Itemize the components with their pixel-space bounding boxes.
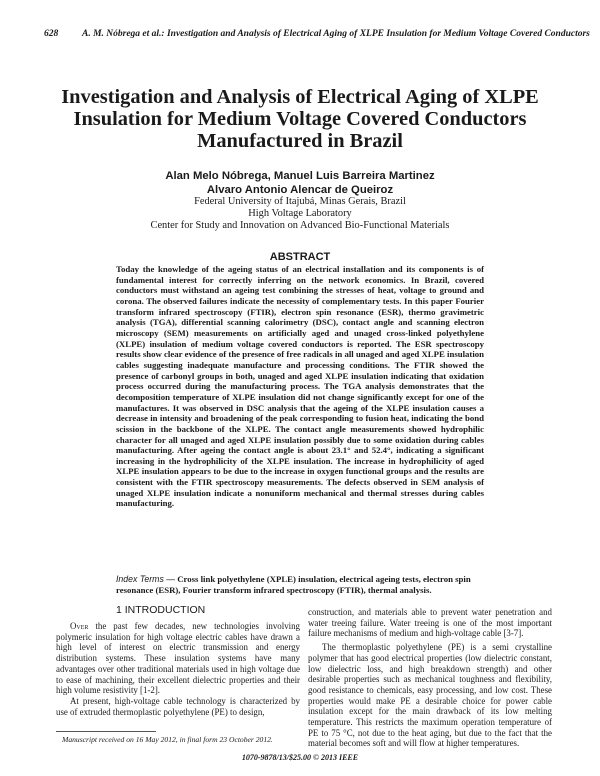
paper-title: Investigation and Analysis of Electrical Aging of XLPE Insulation for Medium Voltage Covered Conductors Manufactured in Brazil xyxy=(61,86,539,152)
index-terms xyxy=(116,574,484,595)
authors xyxy=(40,169,560,197)
running-header xyxy=(44,29,590,39)
page-footer: 1070-9878/13/$25.00 © 2013 IEEE xyxy=(241,753,359,762)
footnote-divider xyxy=(56,731,156,732)
section-heading: 1 INTRODUCTION xyxy=(116,604,206,616)
intro-paragraph-2: At present, high-voltage cable technology is characterized by use of extruded thermoplastic polyethylene (PE) to design, xyxy=(56,695,300,717)
column-right xyxy=(308,607,552,749)
abstract-text: Today the knowledge of the ageing status of an electrical installation and its components is of fundamental interest for correctly inferring on the network economics. In Brazil, covered conductors must withstand an ageing test combining the stresses of heat, voltage to ground and corona. The observed failures indicate the necessity of complementary tests. In this paper Fourier transform infrared spectroscopy (FTIR), electron spin resonance (ESR), thermo gravimetric analysis (TGA), differential scanning calorimetry (DSC), contact angle and scanning electron microscopy (SEM) measurements on artificially aged and unaged cross-linked polyethylene (XLPE) insulation of medium voltage covered conductors is reported. The ESR spectroscopy results show clear evidence of the presence of free radicals in all unaged and aged XLPE insulation cables suggesting inadequate manufacture and processing conditions. The FTIR showed the presence of carbonyl groups in both, unaged and aged XLPE insulation indicating that oxidation process occurred during the manufacturing process. The TGA analysis demonstrates that the decomposition temperature of XLPE insulation did not change significantly except for one of the manufactures. It was observed in DSC analysis that the ageing of the XLPE insulation causes a decrease in intensity and broadening of the peak corresponding to fusion heat, indicating the bond scission in the backbone of the XLPE. The contact angle measurements showed hydrophilic character for all unaged and aged XLPE insulation possibly due to some oxidation during cables manufacturing. After ageing the contact angle is about 23.1° and 52.4°, indicating a significant increasing in the hydrophilicity of the XLPE insulation. The increase in hydrophilicity of aged XLPE insulation appears to be due to the increase in oxygen functional groups and the results are consistent with the FTIR spectroscopy measurements. The defects observed in SEM analysis of unaged XLPE insulation indicate a nonuniform mechanical and thermal stresses during cables manufacturing. xyxy=(116,264,484,509)
running-title: A. M. Nóbrega et al.: Investigation and Analysis of Electrical Aging of XLPE Insulation for Medium Voltage Covered Conductors xyxy=(82,29,590,39)
intro-paragraph-3: construction, and materials able to prevent water penetration and water treeing failure. Water treeing is one of the most important failure mechanisms of medium and high-voltage cable [3-7]. xyxy=(308,607,552,639)
index-terms-label: Index Terms — xyxy=(116,574,176,584)
page-number: 628 xyxy=(44,29,59,39)
column-left xyxy=(56,621,300,717)
authors-line-2: Alvaro Antonio Alencar de Queiroz xyxy=(206,184,394,196)
authors-line-1: Alan Melo Nóbrega, Manuel Luis Barreira Martinez xyxy=(165,170,435,182)
intro-paragraph-1 xyxy=(56,621,300,696)
index-terms-text: Cross link polyethylene (XPLE) insulation, electrical ageing tests, electron spin resonance (ESR), Fourier transform infrared spectroscopy (FTIR), thermal analysis. xyxy=(116,574,471,595)
affiliation-line-2: High Voltage Laboratory xyxy=(248,208,352,220)
affiliation xyxy=(40,196,560,233)
manuscript-footnote: Manuscript received on 16 May 2012, in final form 23 October 2012. xyxy=(62,735,273,744)
affiliation-line-3: Center for Study and Innovation on Advanced Bio-Functional Materials xyxy=(150,220,450,232)
dropcap-word: Over xyxy=(70,621,89,631)
abstract-heading: ABSTRACT xyxy=(269,251,331,263)
intro-paragraph-1-text: the past few decades, new technologies involving polymeric insulation for high voltage electric cables have drawn a high level of interest on electric transmission and energy distribution systems. These insulation systems have many advantages over other traditional materials used in high voltage due to ease of machining, their excellent dielectric properties and their high volume resistivity [1-2]. xyxy=(56,621,300,696)
intro-paragraph-4: The thermoplastic polyethylene (PE) is a semi crystalline polymer that has good electrical properties (low dielectric constant, low dielectric loss, and high breakdown strength) and other desirable properties such as mechanical toughness and flexibility, good resistance to chemicals, easy processing, and low cost. These properties would make PE a desirable choice for power cable insulation except for the main drawback of its low melting temperature. This restricts the maximum operation temperature of PE to 75 °C, not due to the heat aging, but due to the fact that the material becomes soft and will flow at higher temperatures. xyxy=(308,642,552,749)
affiliation-line-1: Federal University of Itajubá, Minas Gerais, Brazil xyxy=(194,196,406,207)
